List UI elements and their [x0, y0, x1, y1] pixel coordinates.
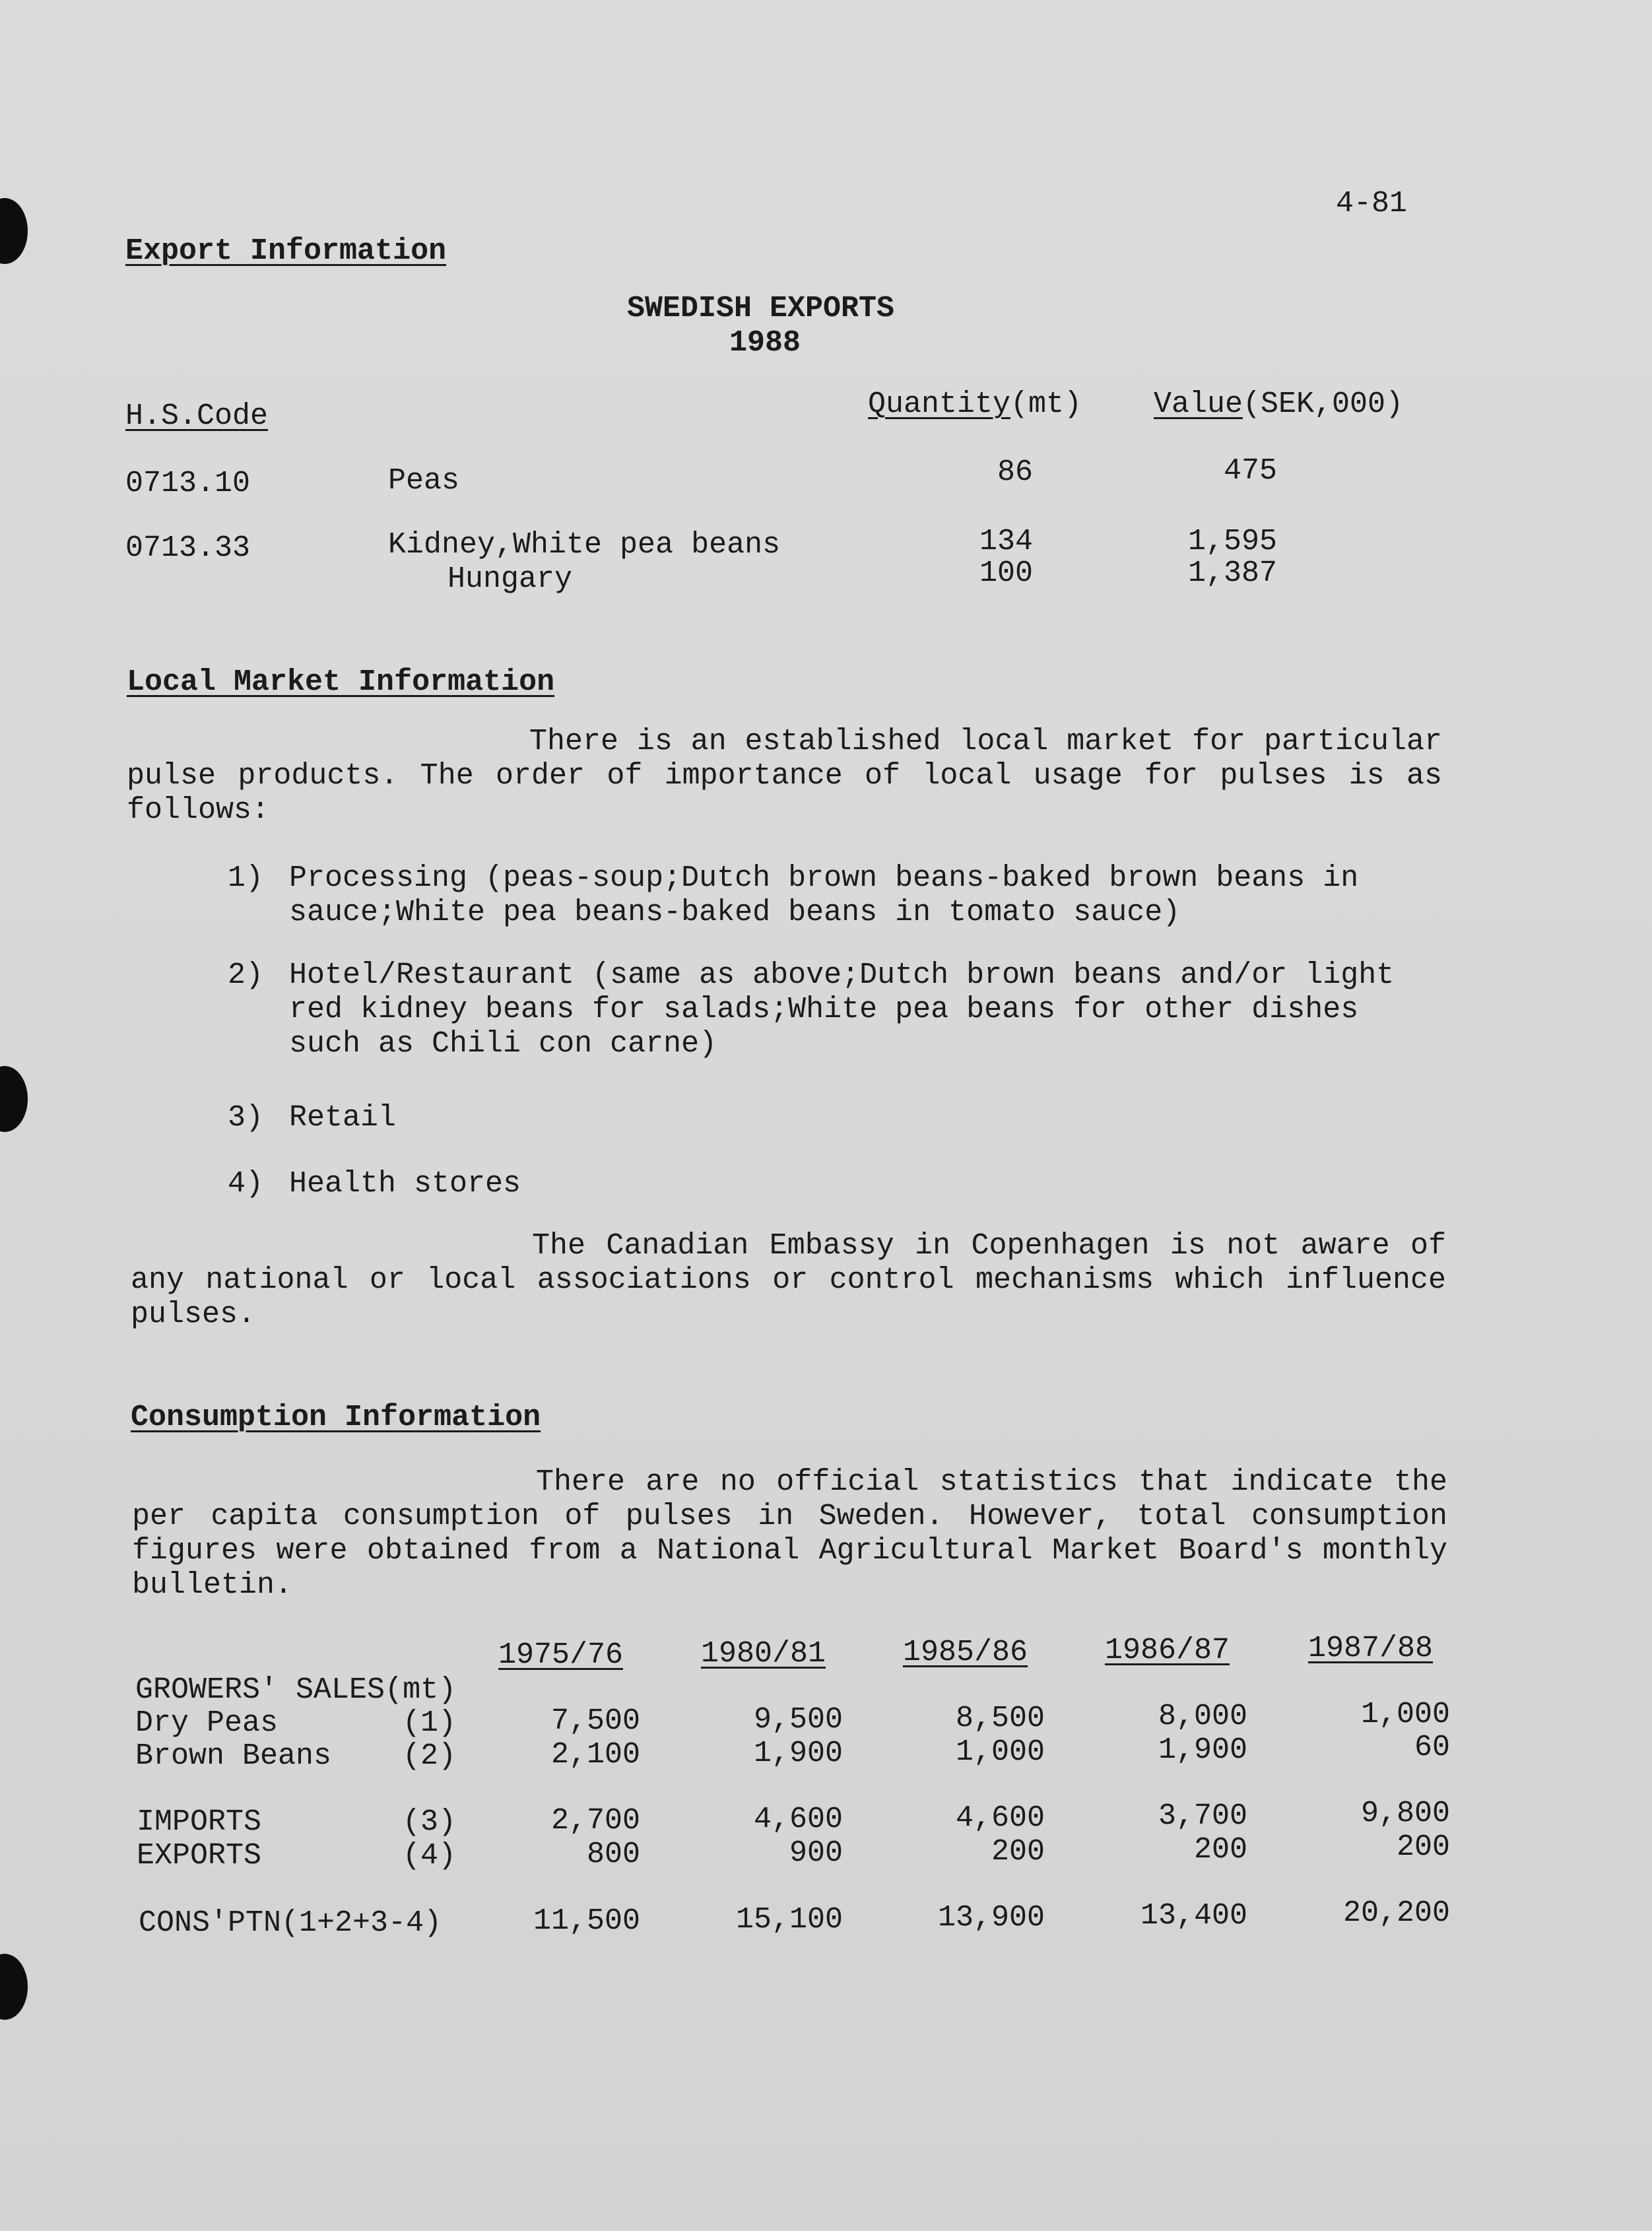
year-header: 1987/88 [1308, 1632, 1434, 1665]
cell-value: 1,900 [753, 1737, 843, 1770]
cell-value: 900 [789, 1836, 843, 1870]
export-code: 0713.33 [125, 531, 251, 565]
cell-value: 13,900 [937, 1901, 1045, 1935]
cell-value: 2,100 [550, 1738, 640, 1772]
list-number: 3) [228, 1101, 264, 1135]
year-header: 1975/76 [498, 1638, 624, 1672]
cell-value: 1,000 [1360, 1698, 1450, 1731]
export-table-title: SWEDISH EXPORTS [627, 292, 895, 325]
value-unit: (SEK,000) [1243, 387, 1404, 421]
cell-value: 9,500 [753, 1703, 843, 1737]
cell-value: 3,700 [1158, 1799, 1247, 1833]
cell-value: 15,100 [735, 1903, 843, 1937]
value-header [1154, 387, 1403, 422]
row-ref: (3) [403, 1805, 457, 1839]
hs-code-header: H.S.Code [125, 399, 269, 433]
list-text: Retail [289, 1101, 397, 1135]
cell-value: 13,400 [1140, 1899, 1247, 1933]
row-label: Dry Peas [135, 1706, 279, 1740]
row-label: IMPORTS [137, 1805, 262, 1839]
local-market-heading: Local Market Information [127, 665, 555, 699]
consumption-heading: Consumption Information [131, 1401, 541, 1434]
year-header: 1985/86 [903, 1636, 1028, 1669]
list-text: Processing (peas-soup;Dutch brown beans-baked brown beans in sauce;White pea beans-baked beans in tomato sauce) [289, 861, 1359, 929]
export-value: 475 [1223, 454, 1277, 488]
embassy-paragraph: The Canadian Embassy in Copenhagen is not aware of any national or local associations or control mechanisms which influence pulses. [131, 1229, 1446, 1331]
export-desc: Kidney,White pea beans [388, 528, 781, 562]
export-qty: 86 [997, 455, 1033, 489]
cell-value: 1,000 [955, 1735, 1045, 1769]
row-ref: (1) [403, 1706, 457, 1740]
export-value: 1,595 [1187, 525, 1277, 558]
export-desc: Hungary [447, 562, 573, 596]
cell-value: 8,500 [955, 1702, 1045, 1735]
punch-hole [0, 198, 28, 264]
list-text: Hotel/Restaurant (same as above;Dutch brown beans and/or light red kidney beans for salads;White pea beans for other dishes such as Chili con carne) [289, 958, 1395, 1061]
export-qty: 134 [979, 525, 1033, 558]
cell-value: 4,600 [955, 1801, 1045, 1835]
quantity-label: Quantity [868, 387, 1011, 421]
growers-sales-label: GROWERS' SALES(mt) [135, 1673, 457, 1707]
cell-value: 4,600 [753, 1803, 843, 1836]
row-label: CONS'PTN(1+2+3-4) [139, 1906, 442, 1940]
year-header: 1986/87 [1105, 1634, 1230, 1667]
cell-value: 7,500 [550, 1704, 640, 1738]
export-qty: 100 [979, 556, 1033, 590]
punch-hole [0, 1066, 28, 1132]
row-label: EXPORTS [137, 1839, 262, 1873]
cell-value: 800 [586, 1838, 640, 1871]
local-market-intro: There is an established local market for particular pulse products. The order of importance of local usage for pulses is as follows: [127, 725, 1442, 827]
cell-value: 60 [1414, 1731, 1450, 1764]
quantity-header [868, 387, 1082, 422]
cell-value: 200 [1396, 1830, 1450, 1864]
consumption-intro: There are no official statistics that indicate the per capita consumption of pulses in Sweden. However, total consumption figures were obtained from a National Agricultural Market Board's monthly bulletin. [132, 1465, 1447, 1602]
export-desc: Peas [388, 464, 460, 498]
cell-value: 9,800 [1360, 1797, 1450, 1830]
cell-value: 2,700 [550, 1804, 640, 1838]
export-table-year: 1988 [729, 326, 801, 360]
cell-value: 1,900 [1158, 1733, 1247, 1767]
quantity-unit: (mt) [1010, 387, 1082, 421]
export-code: 0713.10 [125, 467, 251, 500]
export-value: 1,387 [1187, 556, 1277, 590]
list-number: 4) [228, 1167, 264, 1201]
row-label: Brown Beans [135, 1739, 332, 1773]
row-ref: (4) [403, 1839, 457, 1873]
cell-value: 11,500 [533, 1904, 640, 1938]
row-ref: (2) [403, 1739, 457, 1773]
cell-value: 20,200 [1342, 1896, 1450, 1930]
export-heading: Export Information [125, 234, 447, 268]
cell-value: 8,000 [1158, 1700, 1247, 1733]
list-number: 1) [228, 861, 264, 895]
cell-value: 200 [991, 1835, 1045, 1869]
year-header: 1980/81 [701, 1637, 826, 1671]
page-number: 4-81 [1336, 187, 1408, 220]
cell-value: 200 [1193, 1833, 1247, 1867]
list-text: Health stores [289, 1167, 521, 1201]
list-number: 2) [228, 958, 264, 992]
value-label: Value [1154, 387, 1243, 421]
punch-hole [0, 1954, 28, 2020]
